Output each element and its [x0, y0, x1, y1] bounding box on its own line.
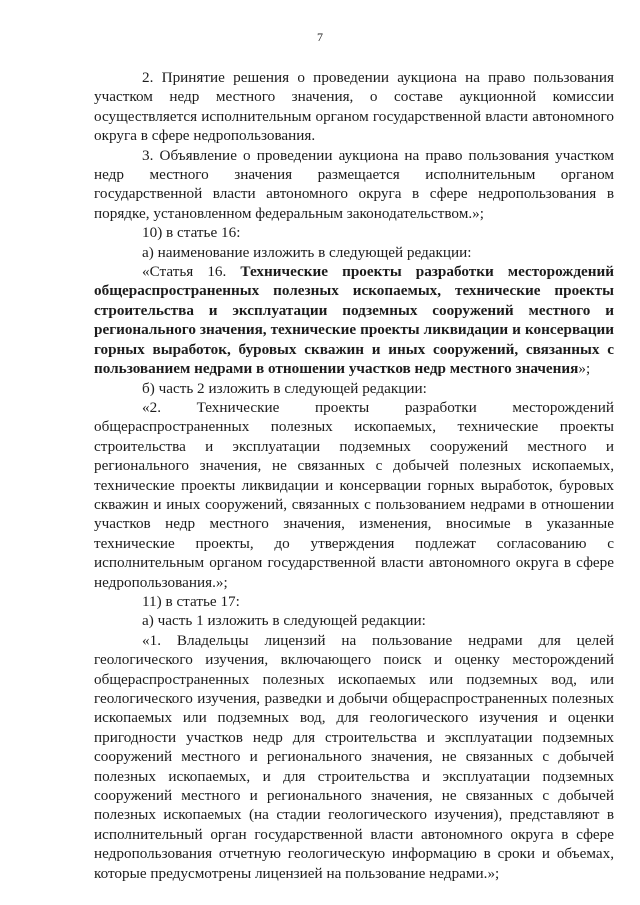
- article-16-prefix: «Статья 16.: [142, 263, 241, 281]
- document-body: [94, 68, 614, 883]
- paragraph-article-16-title: [94, 262, 614, 378]
- paragraph-part-3: 3. Объявление о проведении аукциона на право пользования участком недр местного значения размещается исполнительным органом государственной власти автономного округа в сфере недропользования в порядке, установленном федеральным законодательством.»;: [94, 146, 614, 222]
- paragraph-part-2: 2. Принятие решения о проведении аукциона на право пользования участком недр местного значения, о составе аукционной комиссии осуществляется исполнительным органом государственной власти автономного округа в сфере недропользования.: [94, 69, 614, 145]
- paragraph-subitem-a-17: а) часть 1 изложить в следующей редакции:: [142, 612, 426, 630]
- paragraph-article-16-part-2: «2. Технические проекты разработки месторождений общераспространенных полезных ископаемых, технические проекты строительства и эксплуатации подземных сооружений местного и регионального значения, не связанных с добычей полезных ископаемых, технические проекты ликвидации и консервации горных выработок, буровых скважин и иных сооружений, связанных с пользованием недрами в отношении участков недр местного значения, изменения, вносимые в указанные технические проекты, до утверждения подлежат согласованию с исполнительным органом государственной власти автономного округа в сфере недропользования.»;: [94, 398, 614, 591]
- paragraph-subitem-b: б) часть 2 изложить в следующей редакции:: [142, 379, 427, 397]
- article-16-bold-title: Технические проекты разработки месторождений общераспространенных полезных ископаемых, технические проекты строительства и эксплуатации подземных сооружений местного и регионального значения, технические проекты ликвидации и консервации горных выработок, буровых скважин и иных сооружений, связанных с пользованием недрами в отношении участков недр местного значения: [94, 263, 614, 378]
- article-16-suffix: »;: [578, 360, 591, 378]
- page-number: 7: [317, 30, 323, 44]
- paragraph-subitem-a: а) наименование изложить в следующей редакции:: [142, 243, 472, 261]
- paragraph-item-10: 10) в статье 16:: [142, 224, 241, 242]
- paragraph-article-17-part-1: «1. Владельцы лицензий на пользование недрами для целей геологического изучения, включающего поиск и оценку месторождений общераспространенных полезных ископаемых или подземных вод, или геологического изучения, разведки и добычи общераспространенных полезных ископаемых или подземных вод, для геологического изучения и оценки пригодности участков недр для строительства и эксплуатации подземных сооружений местного и регионального значения, не связанных с добычей полезных ископаемых, и для строительства и эксплуатации подземных сооружений местного и регионального значения, не связанных с добычей полезных ископаемых (на стадии геологического изучения), представляют в исполнительный орган государственной власти автономного округа в сфере недропользования отчетную геологическую информацию в сроки и объемах, которые предусмотрены лицензией на пользование недрами.»;: [94, 631, 614, 882]
- paragraph-item-11: 11) в статье 17:: [142, 592, 240, 610]
